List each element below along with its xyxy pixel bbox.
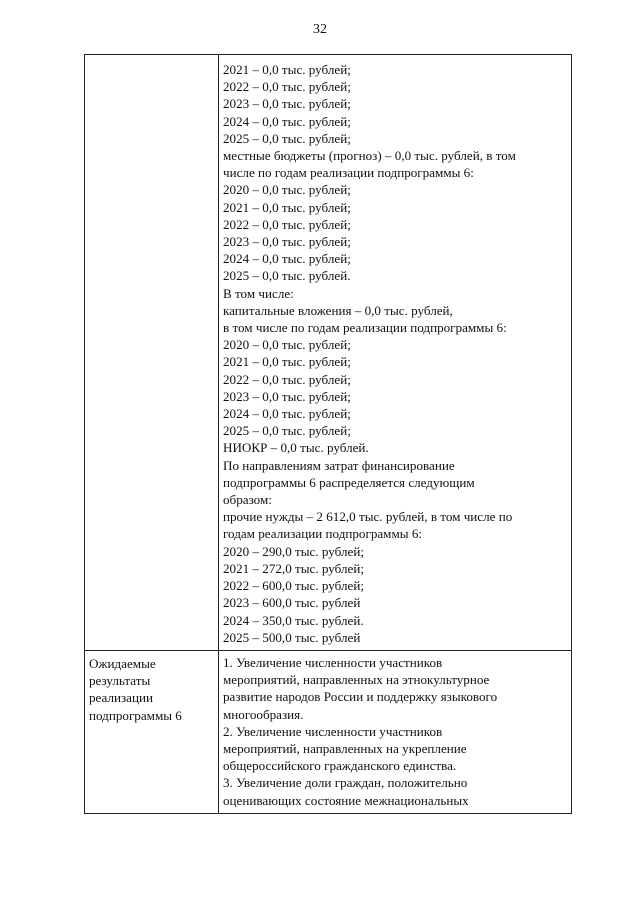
row-label-cell-empty xyxy=(85,55,219,651)
text-line: 2024 – 0,0 тыс. рублей; xyxy=(223,113,351,129)
page-number: 32 xyxy=(313,22,327,37)
text-line: 2024 – 0,0 тыс. рублей; xyxy=(223,251,351,267)
text-line: 2022 – 600,0 тыс. рублей; xyxy=(223,578,364,594)
text-line: мероприятий, направленных на укрепление xyxy=(223,740,467,756)
text-line: 2023 – 0,0 тыс. рублей; xyxy=(223,234,351,250)
expected-results-label xyxy=(85,651,218,728)
text-line: 2020 – 0,0 тыс. рублей; xyxy=(223,337,351,353)
text-line: числе по годам реализации подпрограммы 6: xyxy=(223,165,474,181)
text-line: 2021 – 0,0 тыс. рублей; xyxy=(223,62,351,77)
label-line: результаты xyxy=(89,673,151,689)
text-line: многообразия. xyxy=(223,706,304,722)
text-line: По направлениям затрат финансирование xyxy=(223,457,455,473)
text-line: В том числе: xyxy=(223,285,294,301)
text-line: 2025 – 0,0 тыс. рублей; xyxy=(223,130,351,146)
text-line: развитие народов России и поддержку языкового xyxy=(223,689,498,705)
label-line: реализации xyxy=(89,690,153,706)
text-line: 2025 – 0,0 тыс. рублей. xyxy=(223,268,351,284)
text-line: 2020 – 0,0 тыс. рублей; xyxy=(223,182,351,198)
text-line: 2024 – 0,0 тыс. рублей; xyxy=(223,406,351,422)
text-line: общероссийского гражданского единства. xyxy=(223,758,457,774)
text-line: оценивающих состояние межнациональных xyxy=(223,792,469,808)
financing-details-cell xyxy=(219,55,572,651)
text-line: 2021 – 272,0 тыс. рублей; xyxy=(223,560,364,576)
label-line: подпрограммы 6 xyxy=(89,707,182,723)
text-line: 2022 – 0,0 тыс. рублей; xyxy=(223,216,351,232)
text-line: 2024 – 350,0 тыс. рублей. xyxy=(223,612,364,628)
label-line: Ожидаемые xyxy=(89,655,156,671)
text-line: 2. Увеличение численности участников xyxy=(223,723,443,739)
text-line: 2023 – 0,0 тыс. рублей; xyxy=(223,96,351,112)
text-line: подпрограммы 6 распределяется следующим xyxy=(223,474,475,490)
text-line: 2020 – 290,0 тыс. рублей; xyxy=(223,543,364,559)
financing-lines xyxy=(219,55,571,650)
text-line: образом: xyxy=(223,492,272,508)
text-line: капитальные вложения – 0,0 тыс. рублей, xyxy=(223,302,453,318)
passport-table xyxy=(84,54,572,814)
text-line: 2022 – 0,0 тыс. рублей; xyxy=(223,79,351,95)
text-line: 3. Увеличение доли граждан, положительно xyxy=(223,775,468,791)
text-line: 2023 – 0,0 тыс. рублей; xyxy=(223,388,351,404)
text-line: мероприятий, направленных на этнокультурное xyxy=(223,672,490,688)
text-line: 2021 – 0,0 тыс. рублей; xyxy=(223,354,351,370)
text-line: 2023 – 600,0 тыс. рублей xyxy=(223,595,361,611)
text-line: прочие нужды – 2 612,0 тыс. рублей, в том числе по xyxy=(223,509,513,525)
text-line: 1. Увеличение численности участников xyxy=(223,654,443,670)
table-row-expected-results xyxy=(85,650,572,813)
text-line: 2022 – 0,0 тыс. рублей; xyxy=(223,371,351,387)
text-line: 2021 – 0,0 тыс. рублей; xyxy=(223,199,351,215)
text-line: 2025 – 500,0 тыс. рублей xyxy=(223,629,361,645)
text-line: годам реализации подпрограммы 6: xyxy=(223,526,423,542)
text-line: в том числе по годам реализации подпрограммы 6: xyxy=(223,320,507,336)
expected-results-label-cell xyxy=(85,650,219,813)
expected-results-cell xyxy=(219,650,572,813)
text-line: 2025 – 0,0 тыс. рублей; xyxy=(223,423,351,439)
table-row-financing xyxy=(85,55,572,651)
text-line: НИОКР – 0,0 тыс. рублей. xyxy=(223,440,369,456)
text-line: местные бюджеты (прогноз) – 0,0 тыс. рублей, в том xyxy=(223,148,516,164)
expected-results-lines xyxy=(219,651,571,813)
